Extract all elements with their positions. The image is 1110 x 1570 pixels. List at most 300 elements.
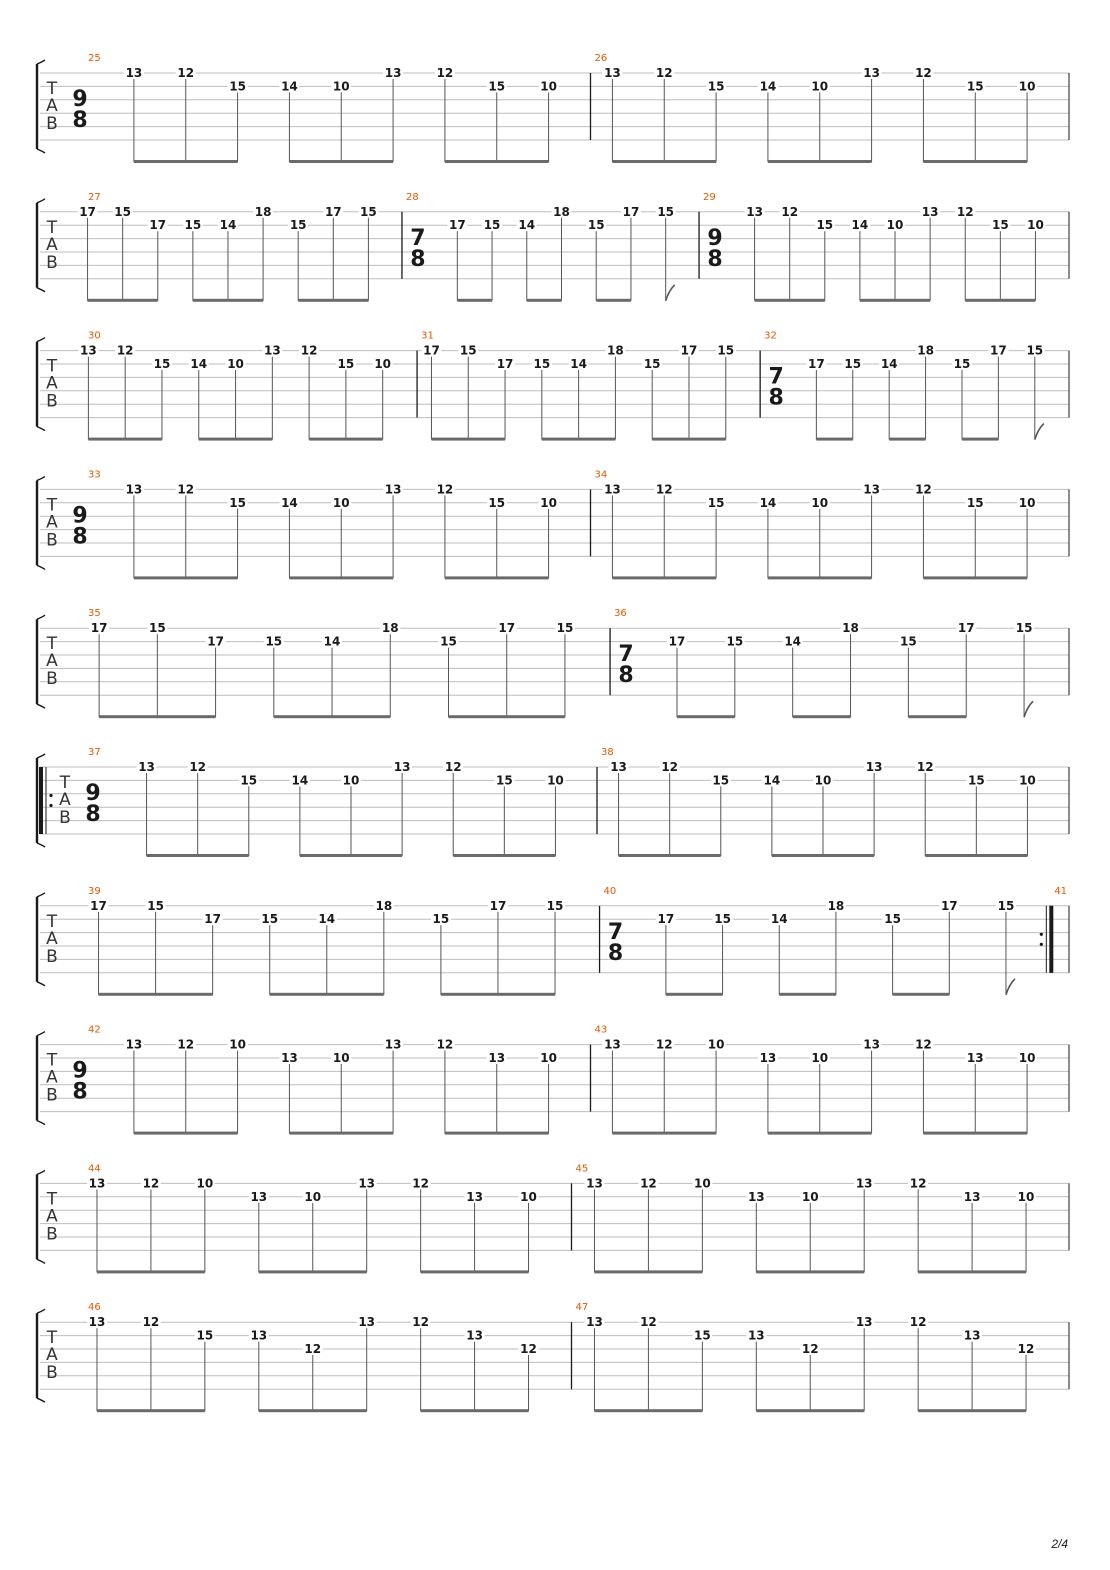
measure [78, 331, 392, 441]
beam [612, 160, 716, 163]
beam [652, 438, 726, 441]
fret-number: 15 [967, 773, 985, 788]
tab-note [148, 218, 168, 301]
beam [925, 854, 1027, 857]
fret-number: 15 [997, 898, 1015, 913]
tab-note [380, 621, 400, 717]
tab-note [913, 482, 933, 578]
tab-note [206, 635, 226, 718]
fret-number: 13 [384, 1037, 402, 1052]
fret-number: 10 [1018, 79, 1036, 94]
fret-number: 12 [640, 1176, 657, 1191]
tab-clef-letter: T [46, 1189, 58, 1210]
tab-note [746, 1190, 766, 1273]
fret-number: 12 [781, 204, 799, 219]
fret-number: 10 [227, 357, 244, 371]
fret-number: 17 [808, 357, 825, 371]
measure-number: 37 [88, 747, 101, 758]
fret-number: 14 [770, 912, 788, 927]
measure-number: 47 [575, 1302, 589, 1314]
beam [445, 1132, 549, 1135]
fret-number: 15 [953, 357, 971, 371]
tab-note [939, 899, 959, 995]
tab-note [913, 66, 933, 162]
fret-number: 12 [436, 66, 454, 80]
bracket-top-curl [37, 476, 45, 480]
time-signature-denominator: 8 [72, 108, 88, 133]
fret-number: 13 [125, 66, 143, 80]
fret-number: 14 [190, 357, 208, 371]
fret-number: 13 [747, 1189, 765, 1204]
tab-clef-letter: B [46, 1085, 58, 1106]
beam [923, 160, 1027, 163]
beam [259, 1409, 367, 1412]
tab-note [988, 344, 1008, 440]
tab-note [883, 912, 903, 995]
fret-number: 13 [125, 482, 143, 497]
measure [88, 608, 575, 718]
measure-number: 28 [405, 191, 419, 203]
bracket-bottom-curl [37, 427, 45, 431]
fret-number: 12 [189, 760, 207, 774]
beam [677, 715, 735, 718]
fret-number: 13 [863, 482, 880, 497]
beam [542, 438, 616, 441]
bracket-top-curl [37, 893, 45, 897]
tab-note [188, 760, 208, 856]
tab-note [392, 760, 412, 856]
tab-clef-letter: B [46, 391, 58, 412]
fret-number: 12 [436, 1037, 454, 1052]
tab-note [692, 1329, 712, 1412]
fret-number: 10 [1017, 1189, 1035, 1204]
tab-note [264, 635, 284, 718]
tab-note [176, 482, 196, 578]
beam [908, 715, 966, 718]
fret-number: 10 [342, 773, 360, 788]
tab-note [519, 1342, 539, 1411]
tab-note [826, 899, 846, 995]
tab-note [621, 205, 641, 301]
repeat-dot [1040, 933, 1043, 936]
tab-system [37, 1025, 1069, 1135]
fret-number: 13 [384, 482, 402, 497]
tab-note [331, 79, 351, 162]
tab-note [336, 357, 356, 440]
beam [193, 299, 263, 302]
tab-note [262, 344, 282, 440]
fret-number: 12 [412, 1315, 429, 1330]
fret-number: 12 [801, 1342, 819, 1356]
measure [85, 747, 565, 857]
fret-number: 13 [466, 1189, 483, 1204]
measure-number: 38 [601, 747, 614, 758]
tab-note [89, 621, 109, 717]
tab-note [956, 621, 976, 717]
measure-number: 30 [88, 330, 101, 342]
beam [893, 993, 950, 996]
tab-note [228, 79, 248, 162]
measure [760, 331, 1045, 441]
tab-note [885, 218, 905, 301]
beam [453, 854, 555, 857]
fret-number: 13 [604, 66, 621, 80]
fret-number: 14 [518, 218, 536, 233]
fret-number: 15 [229, 495, 246, 510]
bracket-bottom-curl [37, 1259, 45, 1263]
fret-number: 13 [863, 66, 880, 80]
fret-number: 13 [746, 204, 763, 219]
tab-note [586, 218, 606, 301]
fret-number: 15 [1026, 343, 1044, 358]
bracket-top-curl [37, 199, 45, 203]
measure [87, 1302, 539, 1412]
fret-number: 15 [844, 357, 862, 371]
tab-clef-letter: B [46, 252, 58, 273]
tab-note [260, 912, 280, 995]
fret-number: 15 [184, 218, 202, 233]
tab-note [602, 66, 622, 162]
tab-note [447, 218, 467, 301]
fret-number: 10 [811, 79, 829, 94]
fret-number: 10 [801, 1189, 819, 1204]
tab-note [843, 357, 863, 440]
fret-number: 13 [250, 1189, 268, 1204]
tab-note [862, 1038, 882, 1134]
beam [99, 993, 213, 996]
bracket-top-curl [37, 754, 45, 758]
tab-note [716, 344, 736, 440]
time-signature-denominator: 8 [72, 1079, 88, 1105]
fret-number: 13 [358, 1315, 376, 1330]
tab-note [706, 496, 726, 579]
fret-number: 15 [587, 218, 605, 233]
tab-note [383, 482, 403, 578]
fret-number: 15 [556, 621, 574, 636]
fret-number: 10 [332, 79, 350, 94]
fret-number: 12 [915, 66, 932, 80]
fret-number: 17 [423, 343, 440, 358]
tab-note [656, 912, 676, 995]
tab-note [569, 357, 589, 440]
bracket-top-curl [37, 1032, 45, 1036]
beam [962, 438, 998, 441]
repeat-dot [1040, 943, 1043, 946]
fret-number: 13 [747, 1328, 765, 1343]
bracket-top-curl [37, 1309, 45, 1313]
beam [289, 576, 393, 579]
tab-clef-letter: T [46, 217, 58, 238]
fret-number: 13 [138, 760, 155, 774]
fret-number: 10 [547, 773, 564, 788]
fret-number: 10 [811, 1051, 829, 1065]
fret-number: 15 [240, 773, 258, 788]
tab-clef-letter: B [59, 808, 71, 828]
fret-number: 17 [498, 621, 516, 636]
fret-number: 15 [495, 773, 513, 788]
fret-number: 13 [921, 204, 939, 219]
time-signature-denominator: 8 [85, 802, 101, 827]
tab-note [458, 344, 478, 440]
fret-number: 13 [586, 1315, 603, 1330]
tab-note [605, 344, 625, 440]
tab-note [1017, 773, 1037, 856]
tab-note [279, 1051, 299, 1134]
tab-note [555, 621, 575, 717]
tab-note [584, 1176, 604, 1272]
fret-number: 15 [533, 357, 551, 371]
beam [889, 438, 925, 441]
time-signature-numerator: 7 [607, 919, 624, 945]
fret-number: 15 [148, 621, 166, 636]
fret-number: 13 [466, 1328, 483, 1343]
beam [756, 1270, 864, 1273]
beam [923, 576, 1027, 579]
tab-note [800, 1190, 820, 1273]
tab-note [713, 912, 733, 995]
tab-clef-letter: T [46, 1328, 58, 1349]
tab-clef-letter: B [46, 1363, 58, 1384]
measure-number: 25 [88, 53, 101, 64]
fret-number: 14 [784, 634, 802, 649]
tab-note [124, 66, 144, 162]
tab-system [37, 192, 1069, 302]
fret-number: 15 [714, 912, 731, 927]
tab-note [745, 205, 765, 301]
tab-note [87, 1315, 107, 1411]
tab-note [487, 79, 507, 162]
tab-note [176, 1038, 196, 1134]
tab-note [438, 635, 458, 718]
fret-number: 13 [250, 1328, 268, 1343]
measure [597, 747, 1037, 857]
repeat-dot [49, 794, 52, 797]
fret-number: 15 [712, 773, 730, 788]
page-number: 2/4 [1051, 1537, 1068, 1551]
tab-note [854, 1176, 874, 1272]
fret-number: 10 [196, 1176, 214, 1191]
fret-number: 15 [289, 218, 307, 233]
fret-number: 12 [520, 1342, 537, 1356]
tab-note [711, 773, 731, 856]
bracket-top-curl [37, 1170, 45, 1174]
tab-note [908, 1176, 928, 1272]
fret-number: 12 [956, 204, 974, 219]
tab-note [800, 1342, 820, 1411]
tab-note [239, 773, 259, 856]
tab-note [602, 1038, 622, 1134]
fret-number: 12 [300, 343, 318, 358]
fret-number: 12 [436, 482, 454, 497]
fret-number: 12 [655, 1037, 673, 1052]
fret-number: 12 [655, 482, 673, 497]
tab-note [519, 1190, 539, 1273]
eighth-note-flag [1024, 701, 1033, 717]
beam [421, 1409, 529, 1412]
tab-note [990, 218, 1010, 301]
tab-note [854, 1315, 874, 1411]
tab-note [915, 760, 935, 856]
beam [860, 299, 930, 302]
tab-note [443, 760, 463, 856]
beam [918, 1409, 1026, 1412]
beam [289, 1132, 393, 1135]
fret-number: 13 [586, 1176, 603, 1191]
fret-number: 13 [88, 1315, 106, 1330]
fret-number: 18 [381, 621, 399, 636]
fret-number: 10 [1018, 495, 1036, 510]
fret-number: 18 [842, 621, 859, 636]
fret-number: 12 [412, 1176, 429, 1191]
tab-note [545, 899, 565, 995]
fret-number: 13 [80, 343, 97, 358]
tab-note [920, 205, 940, 301]
tab-note [810, 1051, 830, 1134]
fret-number: 15 [488, 79, 506, 94]
fret-number: 17 [496, 357, 514, 371]
fret-number: 17 [448, 218, 466, 233]
fret-number: 15 [265, 634, 283, 649]
fret-number: 15 [488, 495, 506, 510]
tab-note [89, 899, 109, 995]
tab-note [908, 1315, 928, 1411]
fret-number: 15 [816, 218, 834, 233]
fret-number: 12 [1017, 1342, 1035, 1356]
tab-note [862, 66, 882, 162]
measure [591, 1025, 1038, 1135]
beam [134, 160, 238, 163]
fret-number: 15 [459, 343, 477, 358]
fret-number: 10 [1019, 773, 1036, 788]
fret-number: 10 [540, 495, 557, 510]
tab-note [482, 218, 502, 301]
tab-note [862, 482, 882, 578]
tab-clef-letter: A [46, 651, 58, 672]
fret-number: 17 [90, 898, 107, 913]
fret-number: 12 [640, 1315, 657, 1330]
fret-number: 15 [707, 495, 725, 510]
beam [97, 1270, 205, 1273]
tab-note [374, 899, 394, 995]
measure-number: 41 [1054, 885, 1068, 897]
measure [600, 886, 1054, 996]
tab-note [421, 344, 441, 440]
repeat-dot [49, 804, 52, 807]
tab-note [465, 1329, 485, 1412]
tab-note [913, 1038, 933, 1134]
tab-note [966, 773, 986, 856]
fret-number: 15 [261, 912, 279, 927]
tab-clef-letter: A [46, 1206, 58, 1227]
tab-note [758, 1051, 778, 1134]
beam [88, 299, 158, 302]
tab-clef-letter: A [46, 373, 58, 394]
measure-number: 46 [88, 1302, 101, 1314]
fret-number: 14 [219, 218, 237, 233]
tab-note [383, 66, 403, 162]
measure [591, 469, 1038, 579]
time-signature-denominator: 8 [607, 940, 624, 966]
fret-number: 17 [680, 343, 698, 358]
fret-number: 12 [909, 1315, 927, 1330]
tab-note [183, 218, 203, 301]
beam [923, 1132, 1027, 1135]
measure [78, 192, 379, 302]
tab-note [141, 1315, 161, 1411]
tab-note [813, 773, 833, 856]
tab-note [435, 1038, 455, 1134]
measure [88, 886, 565, 996]
tab-note [955, 205, 975, 301]
bracket-bottom-curl [37, 149, 45, 153]
fret-number: 10 [374, 357, 392, 371]
tab-system [37, 53, 1069, 163]
tab-note [226, 357, 246, 440]
beam [298, 299, 368, 302]
eighth-note-flag [1006, 979, 1015, 995]
fret-number: 13 [393, 760, 411, 774]
fret-number: 10 [694, 1176, 711, 1191]
tab-note [654, 482, 674, 578]
measure [72, 53, 558, 163]
beam [756, 1409, 864, 1412]
fret-number: 15 [360, 204, 377, 219]
fret-number: 18 [254, 204, 272, 219]
measure-number: 33 [88, 469, 101, 481]
tab-clef-letter: A [46, 1345, 58, 1366]
tab-note [146, 899, 166, 995]
fret-number: 10 [229, 1037, 246, 1052]
beam [270, 993, 384, 996]
tab-note [323, 205, 343, 301]
tab-note [656, 205, 676, 301]
beam [594, 1270, 702, 1273]
bracket-bottom-curl [37, 843, 45, 847]
tab-system [37, 886, 1069, 996]
fret-number: 12 [116, 343, 134, 358]
bracket-top-curl [37, 60, 45, 64]
beam [779, 993, 836, 996]
beam [768, 576, 872, 579]
tab-note [879, 357, 899, 440]
tab-note [495, 357, 515, 440]
beam [457, 299, 492, 302]
fret-number: 18 [607, 343, 624, 358]
fret-number: 17 [324, 204, 342, 219]
beam [768, 160, 872, 163]
time-signature-numerator: 7 [618, 642, 634, 668]
measure-number: 43 [594, 1024, 608, 1036]
tab-note [383, 1038, 403, 1134]
tab-note [78, 205, 98, 301]
beam [793, 715, 851, 718]
beam [134, 1132, 238, 1135]
fret-number: 15 [546, 898, 564, 913]
tab-note [249, 1190, 269, 1273]
beam [768, 1132, 872, 1135]
tab-note [965, 496, 985, 579]
fret-number: 17 [940, 898, 958, 913]
tab-note [679, 344, 699, 440]
fret-number: 15 [657, 204, 675, 219]
tab-note [113, 205, 133, 301]
bracket-bottom-curl [37, 704, 45, 708]
tab-note [147, 621, 167, 717]
tab-clef-letter: A [46, 512, 58, 533]
bracket-bottom-curl [37, 1398, 45, 1402]
fret-number: 13 [863, 1037, 880, 1052]
fret-number: 12 [142, 1315, 160, 1330]
